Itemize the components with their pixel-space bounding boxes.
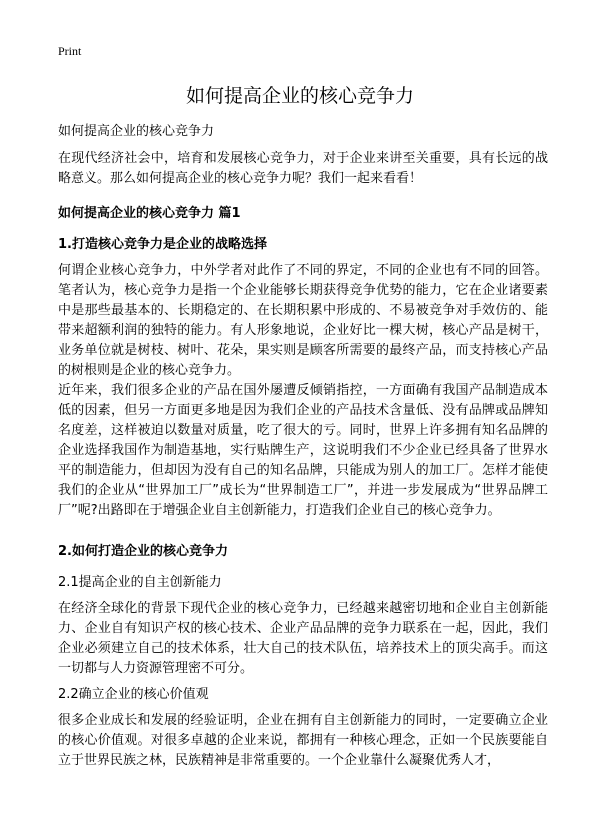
document-subtitle: 如何提高企业的核心竞争力 <box>58 124 215 139</box>
section1-paragraph-2: 近年来，我们很多企业的产品在国外屡遭反倾销指控，一方面确有我国产品制造成本低的因素，但另一方面更多地是因为我们企业的产品技术含量低、没有品牌或品牌知名度差，这样被迫以数量对质量，吃了很大的亏。同时，世界上许多拥有知名品牌的企业选择我国作为制造基地，实行贴牌生产，这说明我们不少企业已经具备了世界水平的制造能力，但却因为没有自己的知名品牌，只能成为别人的加工厂。怎样才能使我们的企业从“世界加工厂”成长为“世界制造工厂”，并进一步发展成为“世界品牌工厂”呢?出路即在于增强企业自主创新能力，打造我们企业自己的核心竞争力。 <box>58 383 548 518</box>
print-link[interactable]: Print <box>58 44 82 58</box>
document-title: 如何提高企业的核心竞争力 <box>185 85 414 107</box>
intro-paragraph: 在现代经济社会中，培育和发展核心竞争力，对于企业来讲至关重要，具有长远的战略意义。那么如何提高企业的核心竞争力呢？我们一起来看看！ <box>58 151 548 186</box>
part-heading: 如何提高企业的核心竞争力 篇1 <box>58 206 241 221</box>
section2-1-paragraph: 在经济全球化的背景下现代企业的核心竞争力，已经越来越密切地和企业自主创新能力、企业自有知识产权的核心技术、企业产品品牌的竞争力联系在一起，因此，我们企业必须建立自己的技术体系，壮大自己的技术队伍，培养技术上的顶尖高手。而这一切都与人力资源管理密不可分。 <box>58 601 548 676</box>
section1-paragraph-1: 何谓企业核心竞争力，中外学者对此作了不同的界定，不同的企业也有不同的回答。笔者认为，核心竞争力是指一个企业能够长期获得竞争优势的能力，它在企业诸要素中是那些最基本的、长期稳定的、在长期积累中形成的、不易被竞争对手效仿的、能带来超额利润的独特的能力。有人形象地说，企业好比一棵大树，核心产品是树干，业务单位就是树枝、树叶、花朵，果实则是顾客所需要的最终产品，而支持核心产品的树根则是企业的核心竞争力。 <box>58 263 548 378</box>
section2-heading: 2.如何打造企业的核心竞争力 <box>58 544 228 559</box>
section2-2-paragraph: 很多企业成长和发展的经验证明，企业在拥有自主创新能力的同时，一定要确立企业的核心价值观。对很多卓越的企业来说，都拥有一种核心理念，正如一个民族要能自立于世界民族之林，民族精神是非常重要的。一个企业靠什么凝聚优秀人才， <box>58 713 548 768</box>
section2-2-heading: 2.2确立企业的核心价值观 <box>58 687 209 702</box>
section1-heading: 1.打造核心竞争力是企业的战略选择 <box>58 237 267 252</box>
section2-1-heading: 2.1提高企业的自主创新能力 <box>58 575 222 590</box>
